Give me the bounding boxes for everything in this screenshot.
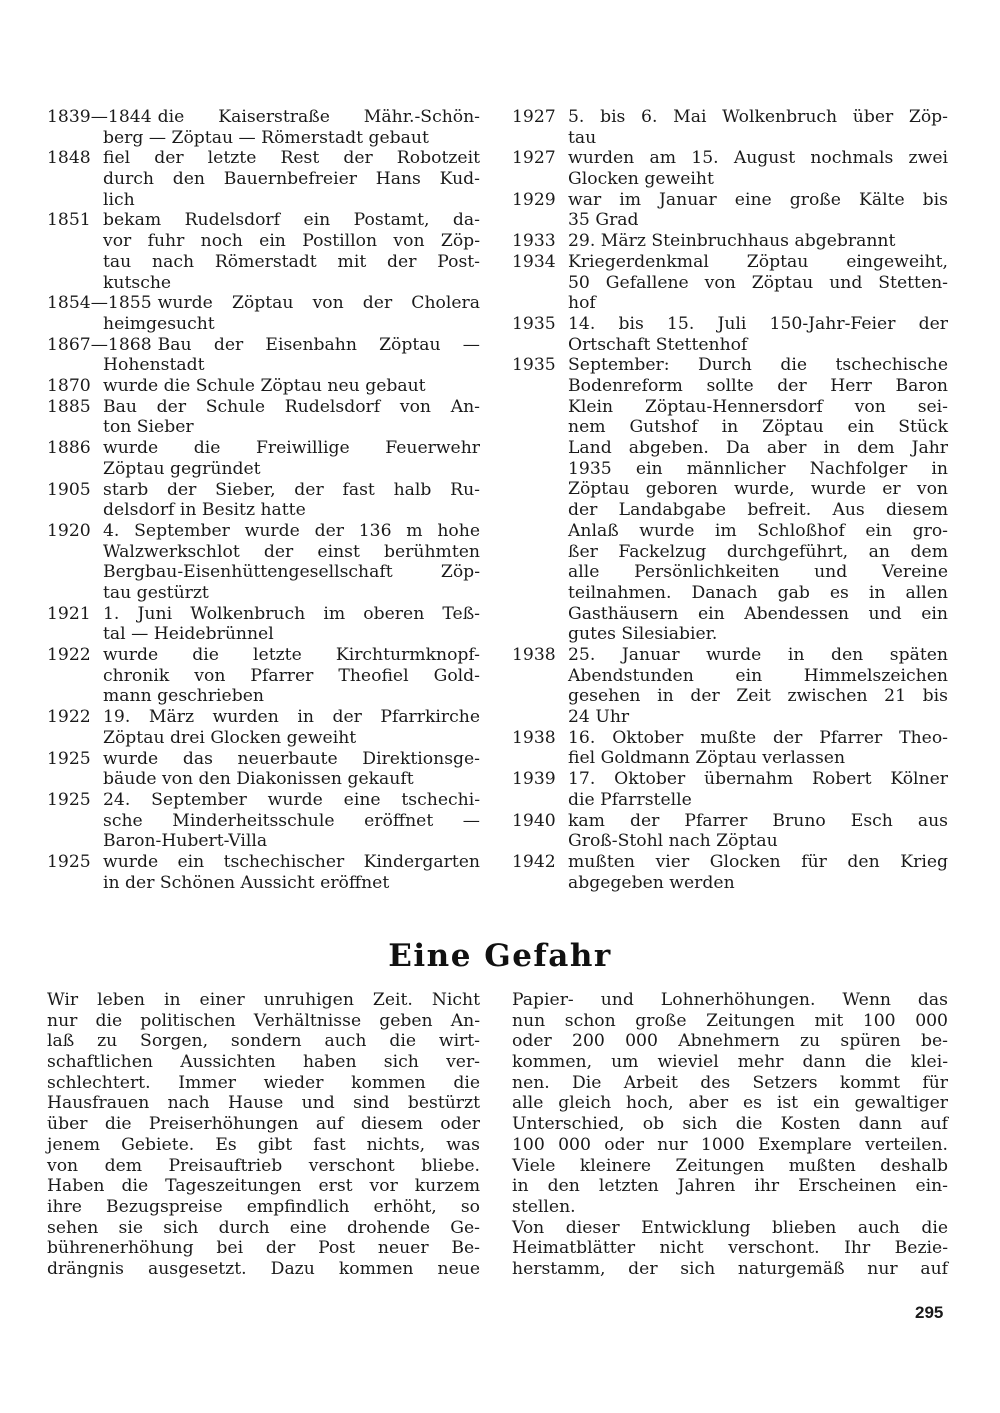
paragraph-line: drängnis ausgesetzt. Dazu kommen neue: [47, 1258, 480, 1279]
paragraph-line: in den letzten Jahren ihr Erscheinen ein-: [512, 1176, 948, 1197]
article-right-column: [512, 990, 948, 1280]
entry-year: 1927: [512, 148, 556, 169]
entry-first-line: [47, 210, 480, 231]
entry-first-line: [47, 521, 480, 542]
chronicle-entry: [47, 480, 480, 521]
chronicle-entry: [47, 148, 480, 210]
entry-text-line: tal — Heidebrünnel: [103, 624, 274, 645]
entry-first-line: [47, 148, 480, 169]
entry-year: 1867—1868: [47, 334, 152, 355]
entry-text-line: wurde die Freiwillige Feuerwehr: [103, 438, 480, 459]
entry-text-line: 24. September wurde eine tschechi-: [103, 789, 480, 810]
entry-text-line: 19. März wurden in der Pfarrkirche: [103, 707, 480, 728]
entry-text-line: Ortschaft Stettenhof: [568, 334, 748, 355]
paragraph-line: von dem Preisauftrieb verschont bliebe.: [47, 1155, 480, 1176]
entry-year: 1922: [47, 707, 91, 728]
paragraph-line: ihre Bezugspreise empfindlich erhöht, so: [47, 1196, 480, 1217]
chronicle-entry: [47, 645, 480, 707]
entry-text-line: tau: [568, 127, 597, 148]
chronicle-entry: [512, 645, 948, 728]
entry-text-line: wurde die Schule Zöptau neu gebaut: [103, 376, 426, 397]
entry-first-line: [512, 645, 948, 666]
paragraph-line: bührenerhöhung bei der Post neuer Be-: [47, 1238, 480, 1259]
entry-first-line: [47, 645, 480, 666]
entry-text-line: Zöptau gegründet: [103, 458, 261, 479]
entry-text-line: Kriegerdenkmal Zöptau eingeweiht,: [568, 251, 948, 272]
entry-year: 1935: [512, 313, 556, 334]
entry-text-line: 14. bis 15. Juli 150-Jahr-Feier der: [568, 313, 948, 334]
entry-year: 1942: [512, 851, 556, 872]
entry-text-line: Groß-Stohl nach Zöptau: [568, 831, 778, 852]
entry-text-line: mußten vier Glocken für den Krieg: [568, 851, 948, 872]
entry-text-line: 35 Grad: [568, 210, 639, 231]
entry-first-line: [47, 376, 480, 397]
entry-text-line: lich: [103, 189, 135, 210]
chronicle-entry: [512, 355, 948, 645]
entry-text-line: fiel der letzte Rest der Robotzeit: [103, 148, 480, 169]
chronicle-entry: [47, 107, 480, 148]
entry-first-line: [512, 231, 948, 252]
entry-text-line: 50 Gefallene von Zöptau und Stetten-: [568, 272, 948, 293]
entry-text-line: tau gestürzt: [103, 582, 209, 603]
entry-text-line: hof: [568, 293, 596, 314]
paragraph-line: alle gleich hoch, aber es ist ein gewaltiger: [512, 1093, 948, 1114]
entry-text-line: Bergbau-Eisenhüttengesellschaft Zöp-: [103, 562, 480, 583]
entry-first-line: [47, 852, 480, 873]
chronicle-entry: [47, 293, 480, 334]
article-title: Eine Gefahr: [388, 938, 612, 974]
entry-text-line: Glocken geweiht: [568, 169, 714, 190]
paragraph-line: Hausfrauen nach Hause und sind bestürzt: [47, 1093, 480, 1114]
entry-first-line: [47, 293, 480, 314]
paragraph-line: herstamm, der sich naturgemäß nur auf: [512, 1258, 948, 1279]
entry-year: 1848: [47, 148, 91, 169]
chronicle-entry: [512, 148, 948, 189]
entry-year: 1929: [512, 189, 556, 210]
entry-first-line: [47, 707, 480, 728]
entry-first-line: [47, 604, 480, 625]
entry-year: 1927: [512, 107, 556, 127]
entry-year: 1920: [47, 520, 91, 541]
entry-first-line: [512, 107, 948, 128]
entry-text-line: 25. Januar wurde in den späten: [568, 644, 948, 665]
chronicle-entry: [47, 852, 480, 893]
entry-text-line: 4. September wurde der 136 m hohe: [103, 520, 480, 541]
chronicle-left-column: [47, 107, 480, 893]
entry-year: 1839—1844: [47, 107, 152, 127]
paragraph-line: nur die politischen Verhältnisse geben An-: [47, 1010, 480, 1031]
paragraph-line: Papier- und Lohnerhöhungen. Wenn das: [512, 990, 948, 1010]
chronicle-entry: [47, 521, 480, 604]
entry-text-line: Abendstunden ein Himmelszeichen: [568, 665, 948, 686]
paragraph-line: jenem Gebiete. Es gibt fast nichts, was: [47, 1134, 480, 1155]
entry-first-line: [512, 252, 948, 273]
entry-year: 1935: [512, 355, 556, 376]
page-number: 295: [915, 1303, 944, 1322]
entry-text-line: heimgesucht: [103, 313, 215, 334]
entry-text-line: Bodenreform sollte der Herr Baron: [568, 376, 948, 397]
entry-text-line: gesehen in der Zeit zwischen 21 bis: [568, 686, 948, 707]
chronicle-entry: [512, 811, 948, 852]
chronicle-entry: [512, 852, 948, 893]
paragraph-line: Viele kleinere Zeitungen mußten deshalb: [512, 1155, 948, 1176]
entry-text-line: gutes Silesiabier.: [568, 624, 718, 645]
entry-text-line: der Landabgabe befreit. Aus diesem: [568, 500, 948, 521]
entry-first-line: [512, 148, 948, 169]
entry-text-line: Anlaß wurde im Schloßhof ein gro-: [568, 520, 948, 541]
entry-year: 1922: [47, 645, 91, 666]
paragraph-line: über die Preiserhöhungen auf diesem oder: [47, 1114, 480, 1135]
entry-year: 1925: [47, 789, 91, 810]
paragraph-line: laß zu Sorgen, sondern auch die wirt-: [47, 1031, 480, 1052]
entry-first-line: [47, 480, 480, 501]
entry-text-line: bäude von den Diakonissen gekauft: [103, 769, 414, 790]
entry-first-line: [512, 314, 948, 335]
entry-text-line: delsdorf in Besitz hatte: [103, 500, 306, 521]
entry-text-line: Bau der Eisenbahn Zöptau —: [157, 334, 480, 355]
entry-text-line: Klein Zöptau-Hennersdorf von sei-: [568, 396, 948, 417]
entry-first-line: [512, 190, 948, 211]
entry-text-line: wurde ein tschechischer Kindergarten: [103, 851, 480, 872]
article-paragraph: [47, 990, 480, 1280]
entry-first-line: [512, 355, 948, 376]
entry-first-line: [47, 397, 480, 418]
entry-year: 1886: [47, 438, 91, 459]
entry-first-line: [512, 728, 948, 749]
entry-text-line: Land abgeben. Da aber in dem Jahr: [568, 438, 948, 459]
entry-text-line: tau nach Römerstadt mit der Post-: [103, 251, 480, 272]
entry-text-line: die Kaiserstraße Mähr.-Schön-: [157, 107, 480, 127]
paragraph-line: 100 000 oder nur 1000 Exemplare verteilen.: [512, 1134, 948, 1155]
paragraph-line: Von dieser Entwicklung blieben auch die: [512, 1217, 948, 1238]
entry-text-line: wurde die letzte Kirchturmknopf-: [103, 645, 480, 666]
entry-text-line: 17. Oktober übernahm Robert Kölner: [568, 769, 948, 790]
paragraph-line: sehen sie sich durch eine drohende Ge-: [47, 1217, 480, 1238]
entry-text-line: berg — Zöptau — Römerstadt gebaut: [103, 127, 429, 148]
paragraph-line: nen. Die Arbeit des Setzers kommt für: [512, 1072, 948, 1093]
entry-text-line: wurde das neuerbaute Direktionsge-: [103, 748, 480, 769]
entry-text-line: 5. bis 6. Mai Wolkenbruch über Zöp-: [568, 107, 948, 127]
chronicle-entry: [512, 190, 948, 231]
entry-first-line: [47, 335, 480, 356]
entry-text-line: bekam Rudelsdorf ein Postamt, da-: [103, 210, 480, 231]
paragraph-line: oder 200 000 Abnehmern zu spüren be-: [512, 1031, 948, 1052]
entry-text-line: 1935 ein männlicher Nachfolger in: [568, 458, 948, 479]
paragraph-line: Heimatblätter nicht verschont. Ihr Bezie-: [512, 1238, 948, 1259]
entry-text-line: Gasthäusern ein Abendessen und ein: [568, 603, 948, 624]
entry-text-line: fiel Goldmann Zöptau verlassen: [568, 748, 846, 769]
entry-first-line: [47, 790, 480, 811]
entry-first-line: [512, 769, 948, 790]
paragraph-line: Haben die Tageszeitungen erst vor kurzem: [47, 1176, 480, 1197]
entry-text-line: 16. Oktober mußte der Pfarrer Theo-: [568, 727, 948, 748]
entry-text-line: starb der Sieber, der fast halb Ru-: [103, 479, 480, 500]
entry-text-line: teilnahmen. Danach gab es in allen: [568, 582, 948, 603]
entry-year: 1921: [47, 603, 91, 624]
entry-text-line: kam der Pfarrer Bruno Esch aus: [568, 810, 948, 831]
article-left-column: [47, 990, 480, 1280]
entry-text-line: wurde Zöptau von der Cholera: [157, 293, 480, 314]
chronicle-entry: [512, 314, 948, 355]
chronicle-entry: [47, 749, 480, 790]
entry-text-line: alle Persönlichkeiten und Vereine: [568, 562, 948, 583]
entry-text-line: sche Minderheitsschule eröffnet —: [103, 810, 480, 831]
chronicle-entry: [512, 231, 948, 252]
entry-text-line: war im Januar eine große Kälte bis: [568, 189, 948, 210]
chronicle-right-column: [512, 107, 948, 893]
chronicle-entry: [47, 335, 480, 376]
chronicle-entry: [47, 210, 480, 293]
chronicle-entry: [47, 438, 480, 479]
entry-year: 1905: [47, 479, 91, 500]
chronicle-entry: [47, 397, 480, 438]
entry-text-line: Baron-Hubert-Villa: [103, 831, 268, 852]
entry-year: 1938: [512, 727, 556, 748]
entry-text-line: vor fuhr noch ein Postillon von Zöp-: [103, 231, 480, 252]
entry-text-line: chronik von Pfarrer Theofiel Gold-: [103, 665, 480, 686]
article-paragraph: [512, 990, 948, 1218]
entry-text-line: September: Durch die tschechische: [568, 355, 948, 376]
paragraph-line: Wir leben in einer unruhigen Zeit. Nicht: [47, 990, 480, 1010]
entry-text-line: ßer Fackelzug durchgeführt, an dem: [568, 541, 948, 562]
entry-first-line: [47, 749, 480, 770]
entry-text-line: 1. Juni Wolkenbruch im oberen Teß-: [103, 603, 480, 624]
entry-year: 1925: [47, 748, 91, 769]
entry-year: 1939: [512, 769, 556, 790]
entry-text-line: Zöptau geboren wurde, wurde er von: [568, 479, 948, 500]
entry-text-line: ton Sieber: [103, 417, 194, 438]
entry-year: 1885: [47, 396, 91, 417]
chronicle-entry: [47, 790, 480, 852]
chronicle-entry: [47, 707, 480, 748]
chronicle-entry: [512, 107, 948, 148]
chronicle-entry: [512, 252, 948, 314]
entry-year: 1934: [512, 251, 556, 272]
entry-text-line: kutsche: [103, 272, 172, 293]
article-paragraph: [512, 1218, 948, 1280]
entry-text-line: Zöptau drei Glocken geweiht: [103, 727, 357, 748]
entry-text-line: Walzwerkschlot der einst berühmten: [103, 541, 480, 562]
chronicle-entry: [47, 604, 480, 645]
entry-year: 1925: [47, 851, 91, 872]
entry-text-line: nem Gutshof in Zöptau ein Stück: [568, 417, 948, 438]
entry-first-line: [512, 811, 948, 832]
paragraph-line: kommen, um wieviel mehr dann die klei-: [512, 1052, 948, 1073]
entry-text-line: durch den Bauernbefreier Hans Kud-: [103, 169, 480, 190]
paragraph-line: schaftlichen Aussichten haben sich ver-: [47, 1052, 480, 1073]
entry-text-line: 24 Uhr: [568, 707, 630, 728]
entry-year: 1854—1855: [47, 293, 152, 314]
entry-year: 1933: [512, 231, 556, 252]
entry-text-line: 29. März Steinbruchhaus abgebrannt: [568, 231, 896, 252]
entry-text-line: in der Schönen Aussicht eröffnet: [103, 872, 390, 893]
paragraph-line: nun schon große Zeitungen mit 100 000: [512, 1010, 948, 1031]
chronicle-entry: [47, 376, 480, 397]
paragraph-line: stellen.: [512, 1196, 576, 1217]
entry-text-line: wurden am 15. August nochmals zwei: [568, 148, 948, 169]
entry-year: 1851: [47, 210, 91, 231]
entry-year: 1870: [47, 376, 91, 397]
entry-text-line: die Pfarrstelle: [568, 789, 692, 810]
chronicle-entry: [512, 769, 948, 810]
entry-text-line: mann geschrieben: [103, 686, 264, 707]
chronicle-entry: [512, 728, 948, 769]
paragraph-line: Unterschied, ob sich die Kosten dann auf: [512, 1114, 948, 1135]
entry-text-line: abgegeben werden: [568, 872, 735, 893]
paragraph-line: schlechtert. Immer wieder kommen die: [47, 1072, 480, 1093]
entry-first-line: [512, 852, 948, 873]
entry-text-line: Hohenstadt: [103, 355, 205, 376]
entry-text-line: Bau der Schule Rudelsdorf von An-: [103, 396, 480, 417]
entry-first-line: [47, 438, 480, 459]
entry-first-line: [47, 107, 480, 128]
entry-year: 1938: [512, 644, 556, 665]
entry-year: 1940: [512, 810, 556, 831]
